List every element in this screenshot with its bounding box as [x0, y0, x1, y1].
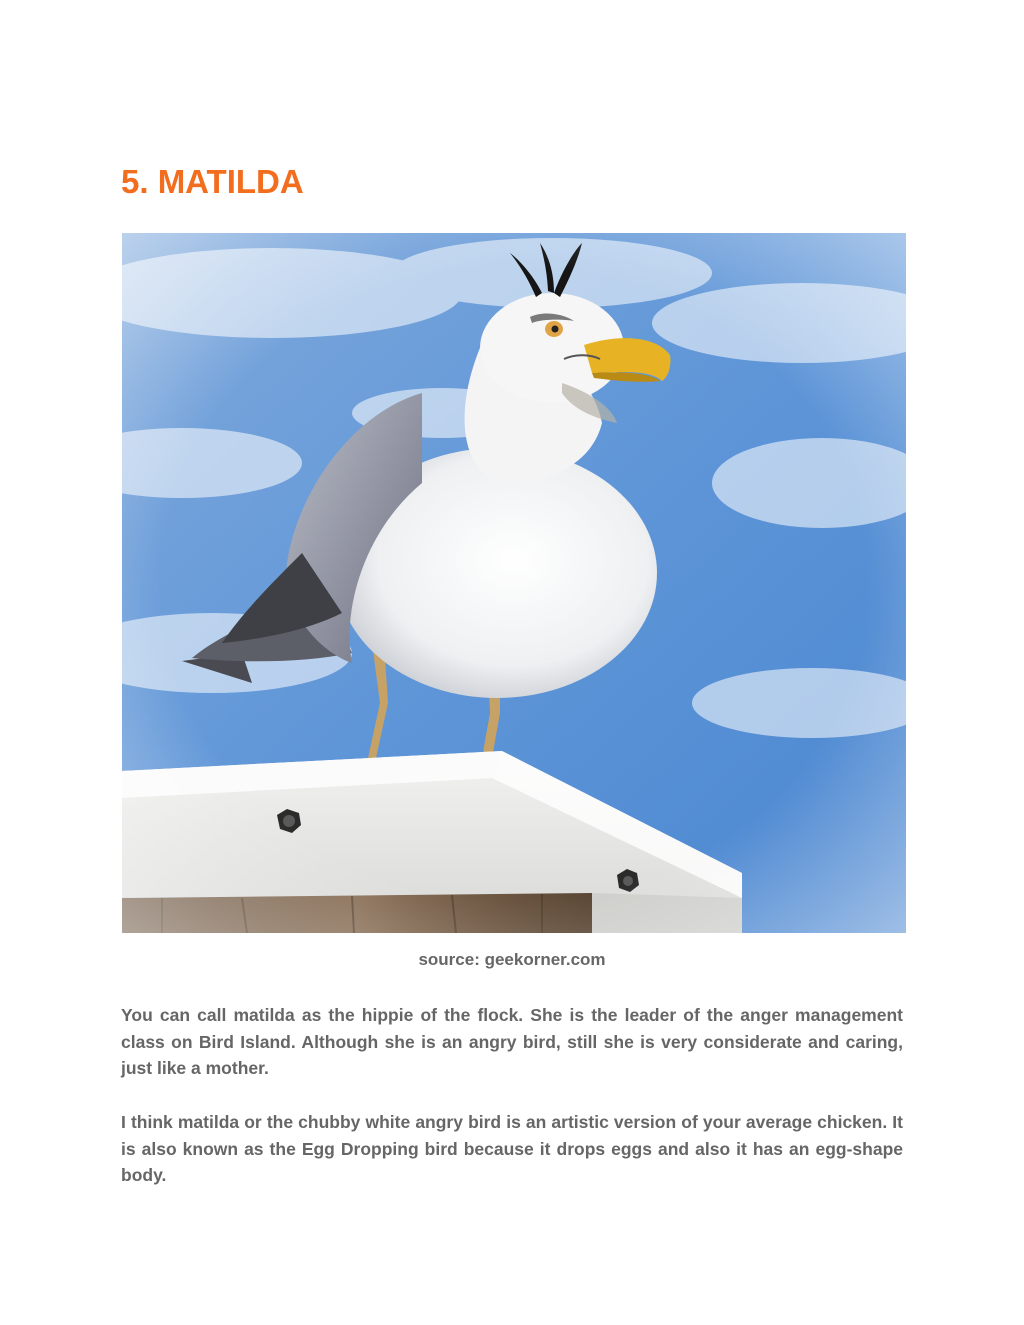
paragraph-intro: You can call matilda as the hippie of the flock. She is the leader of the anger management class on Bird Island. Although she is an angry bird, still she is very considerate and caring, just like a mother. — [121, 1005, 903, 1078]
image-source-caption: source: geekorner.com — [418, 950, 606, 969]
paragraph-description: I think matilda or the chubby white angry bird is an artistic version of your average chicken. It is also known as the Egg Dropping bird because it drops eggs and also it has an egg-shape body. — [121, 1112, 903, 1185]
seagull-photo — [122, 233, 906, 933]
page-title: 5. MATILDA — [121, 163, 304, 200]
